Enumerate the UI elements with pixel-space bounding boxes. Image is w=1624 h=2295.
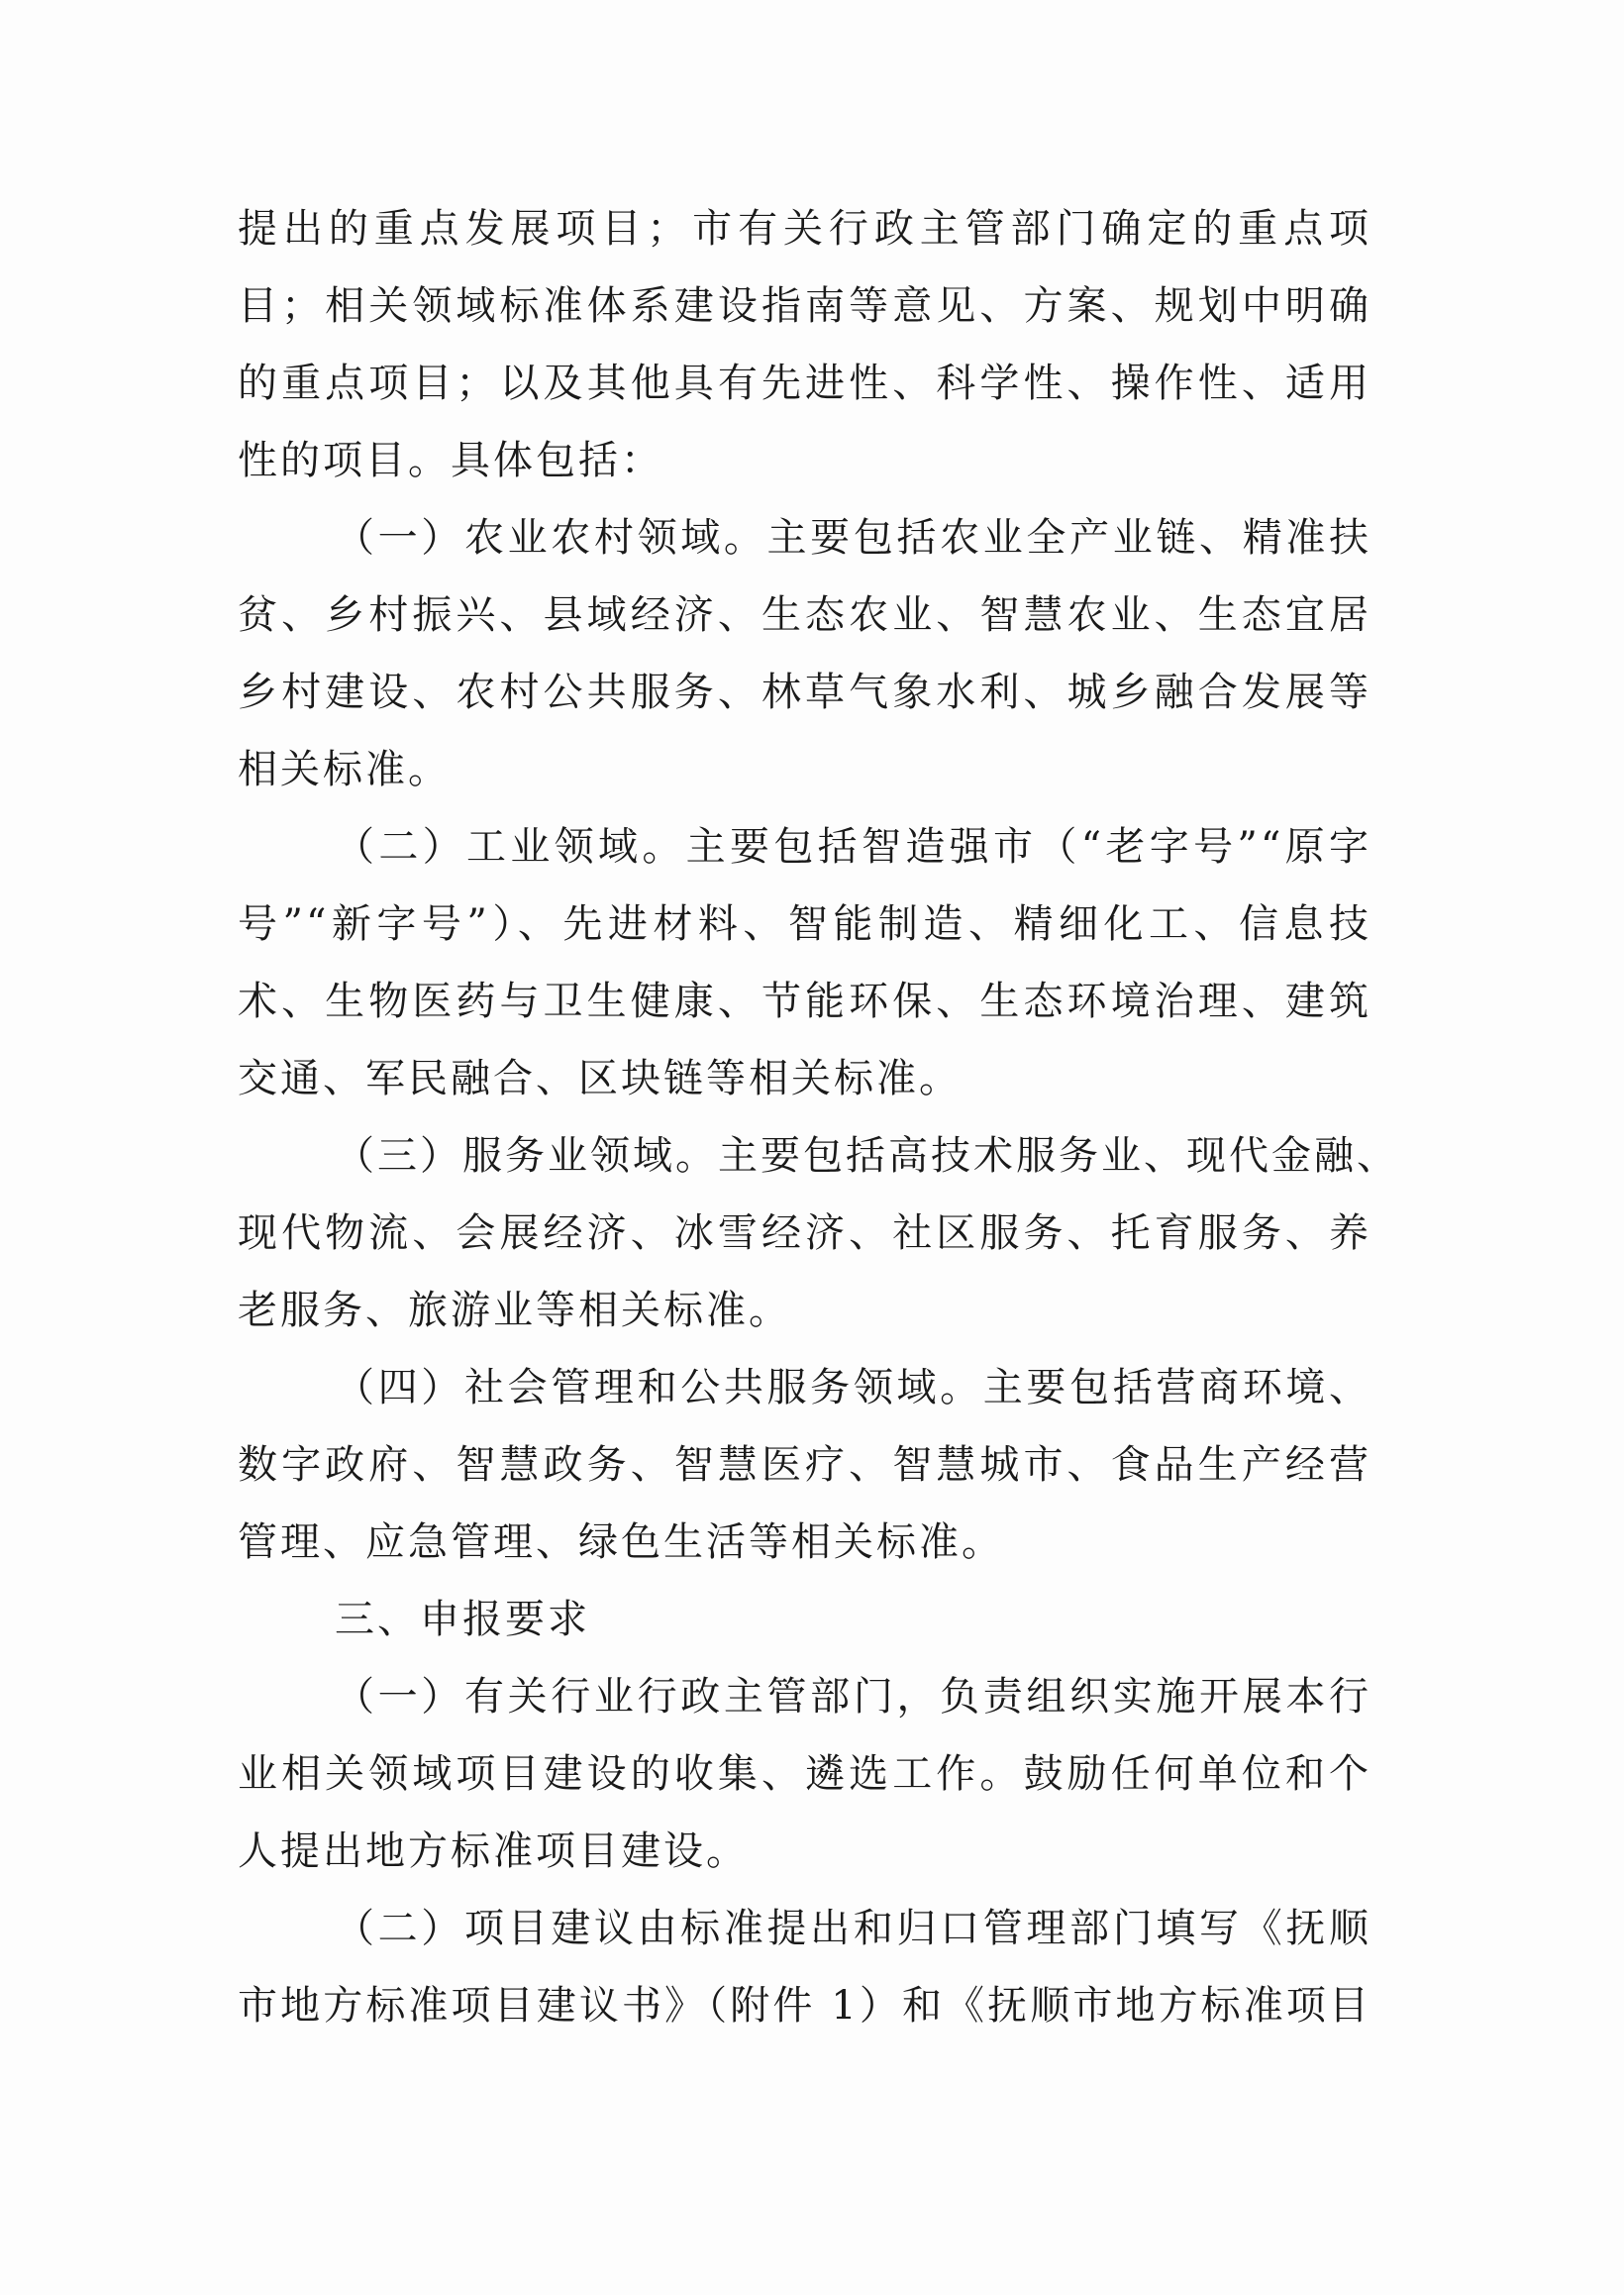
text-line: 号”“新字号”）、先进材料、智能制造、精细化工、信息技 (238, 901, 1371, 947)
section-title-requirements: 三、申报要求 (335, 1597, 590, 1642)
text-line: 现代物流、会展经济、冰雪经济、社区服务、托育服务、养 (238, 1210, 1371, 1256)
document-body (238, 190, 1399, 2044)
text-line: 提出的重点发展项目；市有关行政主管部门确定的重点项 (238, 206, 1371, 252)
text-line: 性的项目。具体包括： (238, 438, 663, 483)
requirement-item-2: （二）项目建议由标准提出和归口管理部门填写《抚顺 (335, 1906, 1371, 1951)
section-heading-public-services: （四）社会管理和公共服务领域。主要包括营商环境、 (335, 1365, 1371, 1410)
requirement-item-1: （一）有关行业行政主管部门，负责组织实施开展本行 (335, 1674, 1371, 1720)
text-line: 目；相关领域标准体系建设指南等意见、方案、规划中明确 (238, 283, 1371, 329)
text-line: 的重点项目；以及其他具有先进性、科学性、操作性、适用 (238, 361, 1371, 406)
text-line: 市地方标准项目建议书》（附件 1）和《抚顺市地方标准项目 (238, 1983, 1371, 2029)
text-line: 相关标准。 (238, 747, 451, 792)
text-line: 交通、军民融合、区块链等相关标准。 (238, 1056, 962, 1101)
text-line: 乡村建设、农村公共服务、林草气象水利、城乡融合发展等 (238, 670, 1371, 715)
text-line: 贫、乡村振兴、县域经济、生态农业、智慧农业、生态宜居 (238, 592, 1371, 638)
text-line: 数字政府、智慧政务、智慧医疗、智慧城市、食品生产经营 (238, 1442, 1371, 1488)
section-heading-services: （三）服务业领域。主要包括高技术服务业、现代金融、 (335, 1133, 1399, 1179)
text-line: 管理、应急管理、绿色生活等相关标准。 (238, 1519, 1004, 1565)
text-line: 业相关领域项目建设的收集、遴选工作。鼓励任何单位和个 (238, 1751, 1371, 1797)
section-heading-agriculture: （一）农业农村领域。主要包括农业全产业链、精准扶 (335, 515, 1371, 561)
section-heading-industry: （二）工业领域。主要包括智造强市（“老字号”“原字 (335, 824, 1371, 870)
text-line: 人提出地方标准项目建设。 (238, 1828, 749, 1874)
text-line: 术、生物医药与卫生健康、节能环保、生态环境治理、建筑 (238, 979, 1371, 1024)
text-line: 老服务、旅游业等相关标准。 (238, 1288, 791, 1333)
